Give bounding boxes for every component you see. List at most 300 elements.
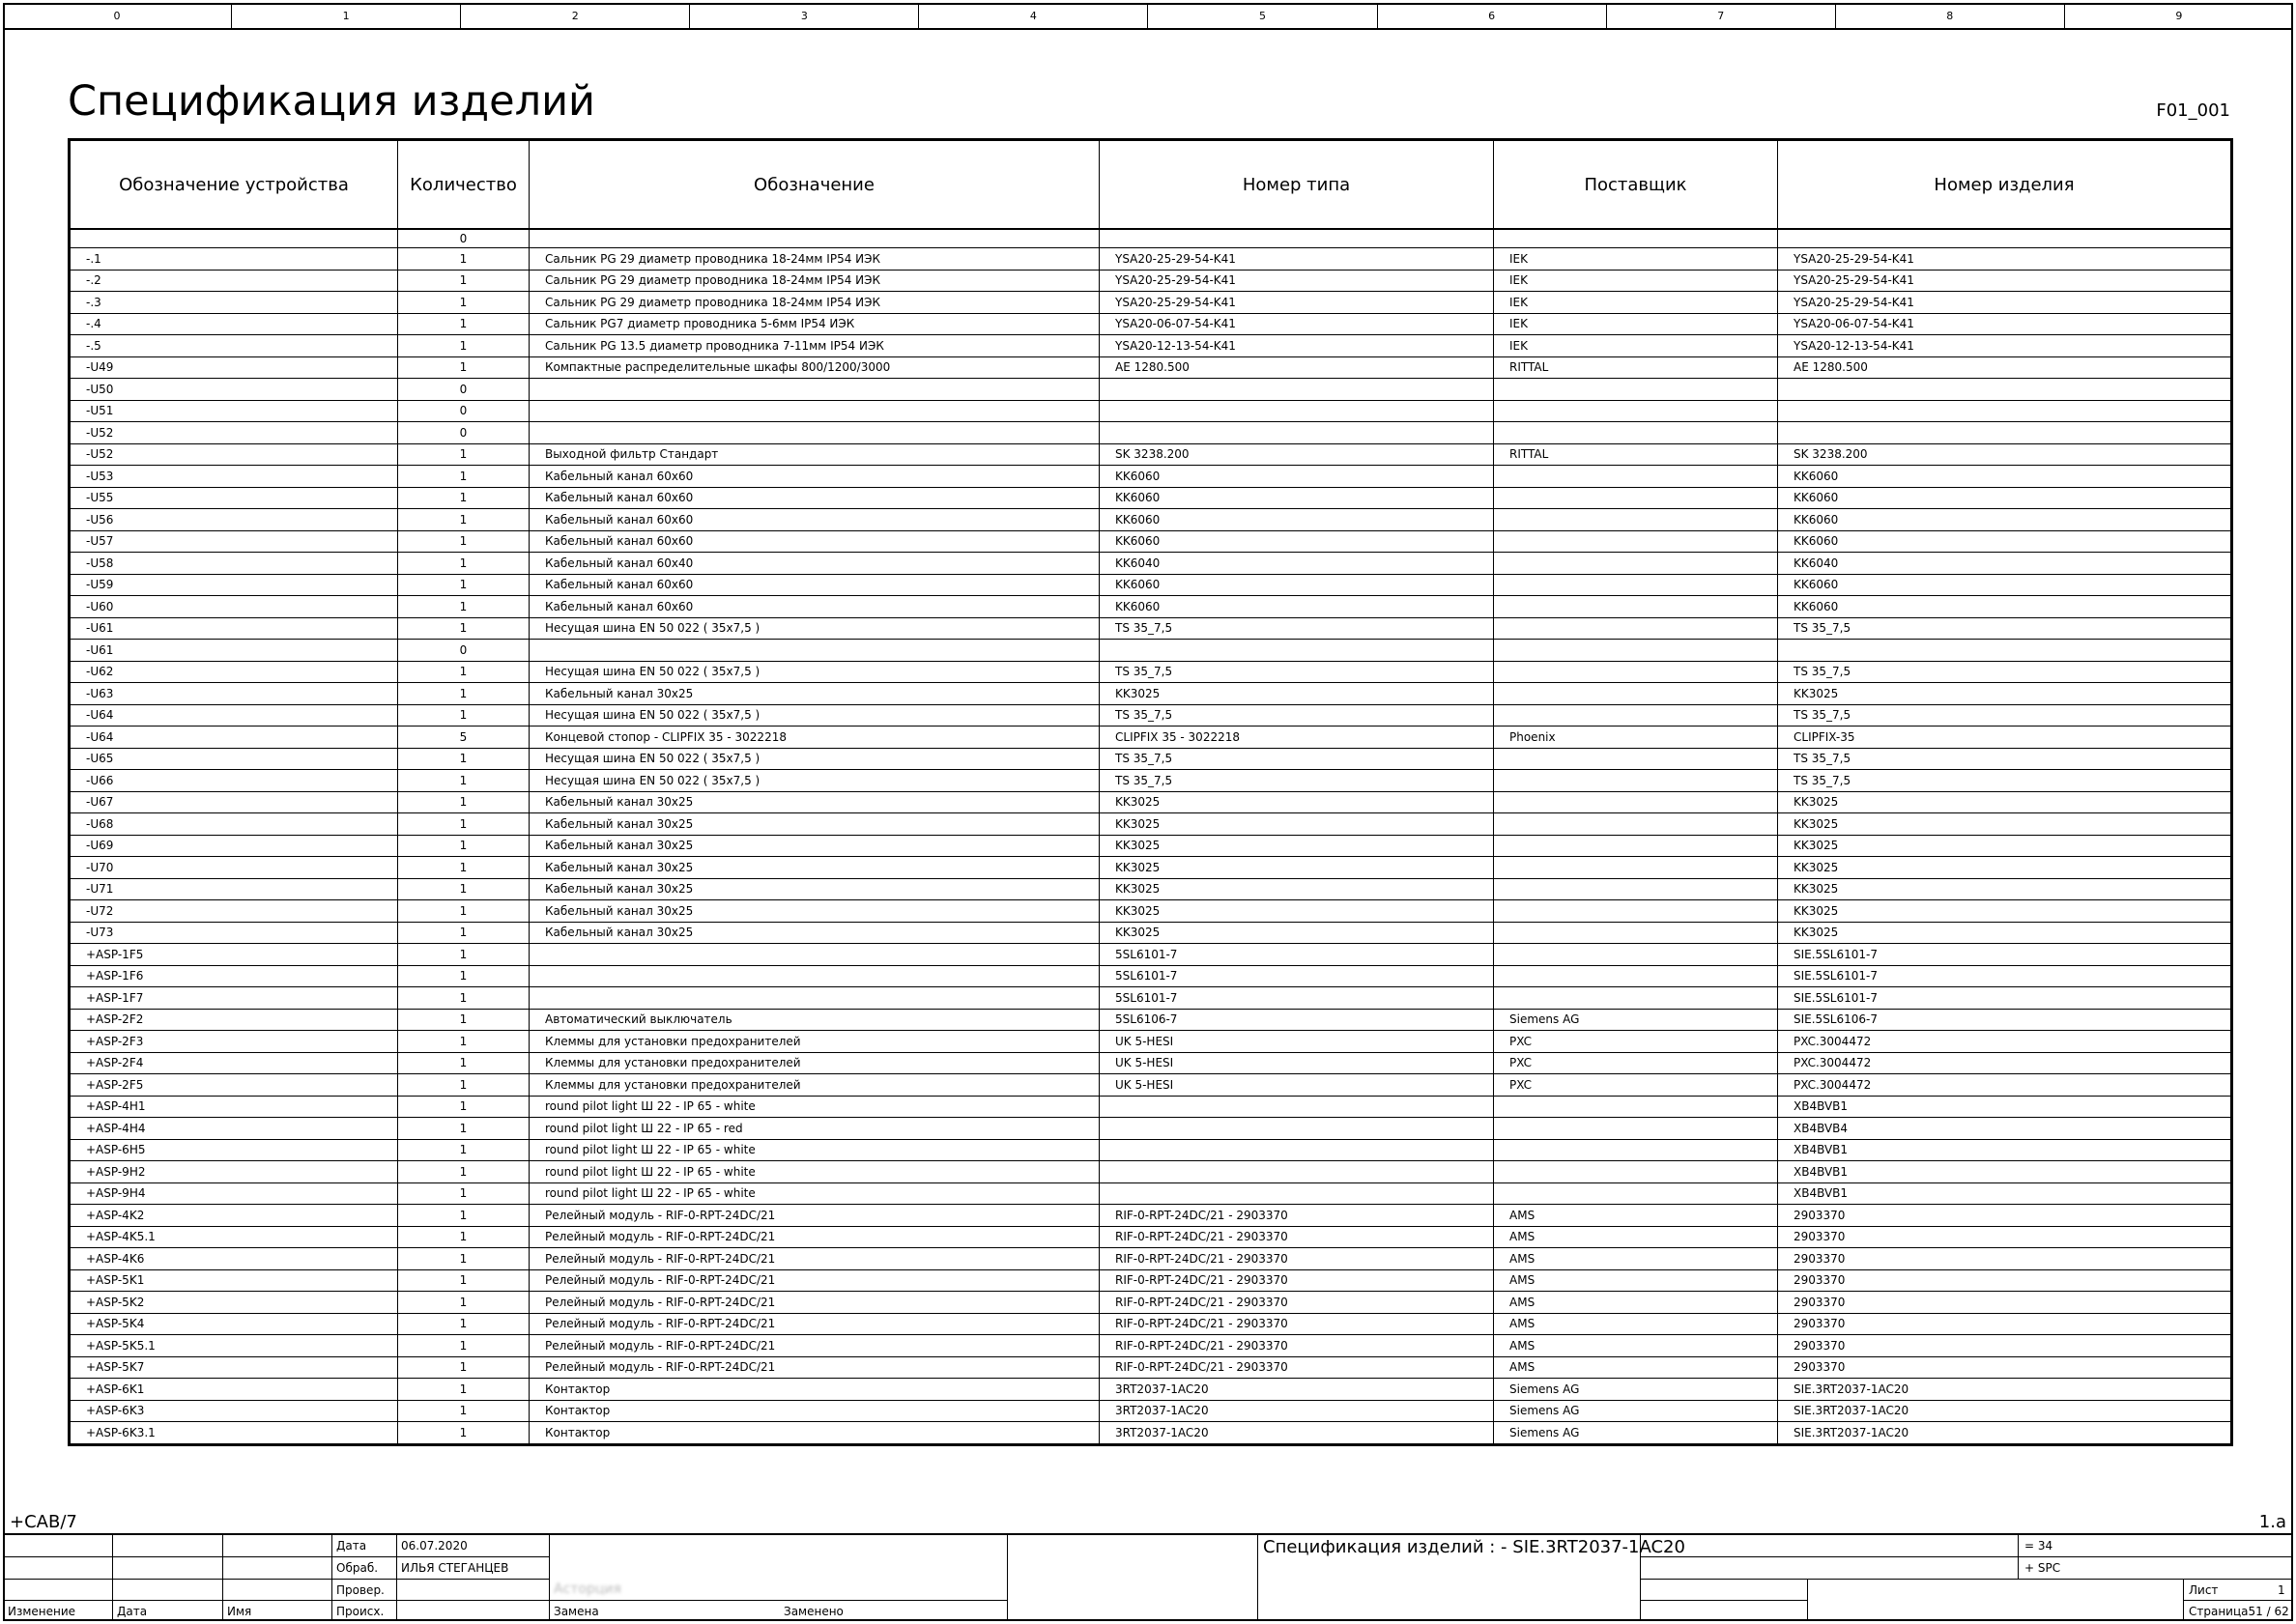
- table-row: [70, 1226, 2232, 1248]
- part-number-cell: [1778, 422, 2232, 444]
- table-row: [70, 857, 2232, 879]
- designation-cell: Контактор: [530, 1400, 1100, 1422]
- table-row: [70, 335, 2232, 357]
- ruler-cell: 3: [690, 3, 919, 28]
- document-title: Спецификация изделий : - SIE.3RT2037-1AC20: [1263, 1537, 1685, 1557]
- device-designation-cell: +ASP-5K2: [70, 1292, 398, 1314]
- supplier-cell: [1494, 1182, 1778, 1205]
- device-designation-cell: -U58: [70, 553, 398, 575]
- ruler-cell: 5: [1148, 3, 1377, 28]
- type-number-cell: 3RT2037-1AC20: [1100, 1400, 1494, 1422]
- designation-cell: Несущая шина EN 50 022 ( 35x7,5 ): [530, 770, 1100, 792]
- designation-cell: Сальник PG 29 диаметр проводника 18-24мм IP54 ИЭК: [530, 248, 1100, 271]
- designation-cell: round pilot light Ш 22 - IP 65 - white: [530, 1182, 1100, 1205]
- part-number-cell: KK6060: [1778, 509, 2232, 531]
- table-row: [70, 509, 2232, 531]
- table-row: [70, 748, 2232, 770]
- designation-cell: Несущая шина EN 50 022 ( 35x7,5 ): [530, 617, 1100, 640]
- type-number-cell: KK3025: [1100, 878, 1494, 900]
- designation-cell: [530, 422, 1100, 444]
- supplier-cell: [1494, 1139, 1778, 1161]
- replacement-label: Замена: [554, 1605, 599, 1618]
- part-number-cell: XB4BVB4: [1778, 1118, 2232, 1140]
- type-number-cell: 3RT2037-1AC20: [1100, 1422, 1494, 1445]
- device-designation-cell: +ASP-2F2: [70, 1009, 398, 1031]
- table-row: [70, 1248, 2232, 1270]
- table-row: [70, 1422, 2232, 1445]
- supplier-cell: IEK: [1494, 313, 1778, 335]
- type-number-cell: 5SL6106-7: [1100, 1009, 1494, 1031]
- supplier-cell: [1494, 704, 1778, 727]
- type-number-cell: KK3025: [1100, 683, 1494, 705]
- type-number-cell: 3RT2037-1AC20: [1100, 1379, 1494, 1401]
- device-designation-cell: -U65: [70, 748, 398, 770]
- type-number-cell: [1100, 1096, 1494, 1118]
- supplier-cell: AMS: [1494, 1226, 1778, 1248]
- part-number-cell: 2903370: [1778, 1356, 2232, 1379]
- part-number-cell: XB4BVB1: [1778, 1139, 2232, 1161]
- supplier-cell: [1494, 617, 1778, 640]
- designation-cell: Кабельный канал 30x25: [530, 857, 1100, 879]
- quantity-cell: 1: [398, 704, 530, 727]
- supplier-cell: [1494, 574, 1778, 596]
- quantity-cell: 1: [398, 1182, 530, 1205]
- device-designation-cell: +ASP-1F5: [70, 944, 398, 966]
- type-number-cell: CLIPFIX 35 - 3022218: [1100, 727, 1494, 749]
- supplier-cell: Siemens AG: [1494, 1400, 1778, 1422]
- designation-cell: Клеммы для установки предохранителей: [530, 1031, 1100, 1053]
- designation-cell: Релейный модуль - RIF-0-RPT-24DC/21: [530, 1313, 1100, 1335]
- device-designation-cell: -U56: [70, 509, 398, 531]
- part-number-cell: [1778, 229, 2232, 248]
- designation-cell: Клеммы для установки предохранителей: [530, 1052, 1100, 1074]
- quantity-cell: 1: [398, 900, 530, 923]
- supplier-cell: AMS: [1494, 1356, 1778, 1379]
- part-number-cell: YSA20-06-07-54-K41: [1778, 313, 2232, 335]
- equals-designation: = 34: [2024, 1539, 2053, 1553]
- supplier-cell: IEK: [1494, 335, 1778, 357]
- part-number-cell: SK 3238.200: [1778, 443, 2232, 466]
- type-number-cell: [1100, 640, 1494, 662]
- name-label: Имя: [227, 1605, 252, 1618]
- supplier-cell: PXC: [1494, 1031, 1778, 1053]
- device-designation-cell: -U64: [70, 727, 398, 749]
- supplier-cell: RITTAL: [1494, 443, 1778, 466]
- type-number-cell: TS 35_7,5: [1100, 770, 1494, 792]
- quantity-cell: 1: [398, 1161, 530, 1183]
- part-number-cell: [1778, 640, 2232, 662]
- part-number-cell: KK3025: [1778, 922, 2232, 944]
- supplier-cell: IEK: [1494, 270, 1778, 292]
- device-designation-cell: -U61: [70, 640, 398, 662]
- table-row: [70, 443, 2232, 466]
- table-row: [70, 229, 2232, 248]
- quantity-cell: 1: [398, 944, 530, 966]
- sheet-label: Лист: [2189, 1583, 2219, 1597]
- table-row: [70, 1031, 2232, 1053]
- supplier-cell: [1494, 596, 1778, 618]
- column-header: Номер изделия: [1778, 140, 2232, 230]
- device-designation-cell: -U52: [70, 443, 398, 466]
- table-row: [70, 1182, 2232, 1205]
- designation-cell: Кабельный канал 30x25: [530, 922, 1100, 944]
- title-block: [3, 1533, 2293, 1621]
- part-number-cell: YSA20-25-29-54-K41: [1778, 292, 2232, 314]
- designation-cell: Кабельный канал 60x60: [530, 487, 1100, 509]
- part-number-cell: YSA20-25-29-54-K41: [1778, 270, 2232, 292]
- designation-cell: Сальник PG 13.5 диаметр проводника 7-11мм IP54 ИЭК: [530, 335, 1100, 357]
- quantity-cell: 1: [398, 487, 530, 509]
- type-number-cell: KK6060: [1100, 509, 1494, 531]
- device-designation-cell: -U64: [70, 704, 398, 727]
- quantity-cell: 1: [398, 356, 530, 379]
- quantity-cell: 0: [398, 400, 530, 422]
- supplier-cell: [1494, 379, 1778, 401]
- part-number-cell: SIE.5SL6101-7: [1778, 987, 2232, 1010]
- quantity-cell: 1: [398, 1335, 530, 1357]
- table-row: [70, 770, 2232, 792]
- quantity-cell: 1: [398, 987, 530, 1010]
- device-designation-cell: -U69: [70, 835, 398, 857]
- supplier-cell: IEK: [1494, 292, 1778, 314]
- part-number-cell: SIE.5SL6101-7: [1778, 944, 2232, 966]
- part-number-cell: KK6060: [1778, 530, 2232, 553]
- table-row: [70, 1139, 2232, 1161]
- table-row: [70, 987, 2232, 1010]
- table-row: [70, 1074, 2232, 1097]
- supplier-cell: Siemens AG: [1494, 1422, 1778, 1445]
- table-row: [70, 313, 2232, 335]
- device-designation-cell: +ASP-4K6: [70, 1248, 398, 1270]
- table-row: [70, 640, 2232, 662]
- device-designation-cell: +ASP-5K5.1: [70, 1335, 398, 1357]
- designation-cell: [530, 400, 1100, 422]
- part-number-cell: CLIPFIX-35: [1778, 727, 2232, 749]
- supplier-cell: [1494, 530, 1778, 553]
- type-number-cell: 5SL6101-7: [1100, 965, 1494, 987]
- type-number-cell: [1100, 379, 1494, 401]
- quantity-cell: 1: [398, 292, 530, 314]
- quantity-cell: 1: [398, 813, 530, 836]
- quantity-cell: 1: [398, 574, 530, 596]
- quantity-cell: 1: [398, 248, 530, 271]
- device-designation-cell: -U68: [70, 813, 398, 836]
- supplier-cell: [1494, 229, 1778, 248]
- designation-cell: [530, 640, 1100, 662]
- type-number-cell: RIF-0-RPT-24DC/21 - 2903370: [1100, 1292, 1494, 1314]
- table-row: [70, 379, 2232, 401]
- designation-cell: Релейный модуль - RIF-0-RPT-24DC/21: [530, 1226, 1100, 1248]
- quantity-cell: 1: [398, 1269, 530, 1292]
- device-designation-cell: -.2: [70, 270, 398, 292]
- quantity-cell: 1: [398, 1074, 530, 1097]
- quantity-cell: 1: [398, 270, 530, 292]
- column-header: Количество: [398, 140, 530, 230]
- type-number-cell: 5SL6101-7: [1100, 987, 1494, 1010]
- type-number-cell: AE 1280.500: [1100, 356, 1494, 379]
- supplier-cell: [1494, 466, 1778, 488]
- quantity-cell: 0: [398, 640, 530, 662]
- supplier-cell: [1494, 1096, 1778, 1118]
- type-number-cell: KK3025: [1100, 857, 1494, 879]
- table-row: [70, 617, 2232, 640]
- supplier-cell: PXC: [1494, 1052, 1778, 1074]
- part-number-cell: SIE.3RT2037-1AC20: [1778, 1422, 2232, 1445]
- table-row: [70, 791, 2232, 813]
- type-number-cell: KK3025: [1100, 813, 1494, 836]
- supplier-cell: [1494, 987, 1778, 1010]
- table-row: [70, 1292, 2232, 1314]
- supplier-cell: AMS: [1494, 1292, 1778, 1314]
- designation-cell: Несущая шина EN 50 022 ( 35x7,5 ): [530, 704, 1100, 727]
- processed-label: Обраб.: [336, 1561, 379, 1575]
- device-designation-cell: -U49: [70, 356, 398, 379]
- device-designation-cell: +ASP-2F4: [70, 1052, 398, 1074]
- part-number-cell: [1778, 400, 2232, 422]
- supplier-cell: PXC: [1494, 1074, 1778, 1097]
- supplier-cell: [1494, 640, 1778, 662]
- table-row: [70, 900, 2232, 923]
- supplier-cell: [1494, 770, 1778, 792]
- designation-cell: Сальник PG 29 диаметр проводника 18-24мм IP54 ИЭК: [530, 270, 1100, 292]
- supplier-cell: AMS: [1494, 1248, 1778, 1270]
- type-number-cell: RIF-0-RPT-24DC/21 - 2903370: [1100, 1269, 1494, 1292]
- part-number-cell: 2903370: [1778, 1269, 2232, 1292]
- ruler-cell: 8: [1836, 3, 2065, 28]
- designation-cell: Контактор: [530, 1422, 1100, 1445]
- designation-cell: Релейный модуль - RIF-0-RPT-24DC/21: [530, 1205, 1100, 1227]
- part-number-cell: XB4BVB1: [1778, 1182, 2232, 1205]
- designation-cell: [530, 987, 1100, 1010]
- table-row: [70, 704, 2232, 727]
- supplier-cell: IEK: [1494, 248, 1778, 271]
- supplier-cell: Siemens AG: [1494, 1379, 1778, 1401]
- type-number-cell: RIF-0-RPT-24DC/21 - 2903370: [1100, 1313, 1494, 1335]
- designation-cell: Компактные распределительные шкафы 800/1200/3000: [530, 356, 1100, 379]
- supplier-cell: [1494, 1161, 1778, 1183]
- supplier-cell: Siemens AG: [1494, 1009, 1778, 1031]
- quantity-cell: 1: [398, 1248, 530, 1270]
- type-number-cell: RIF-0-RPT-24DC/21 - 2903370: [1100, 1248, 1494, 1270]
- designation-cell: Несущая шина EN 50 022 ( 35x7,5 ): [530, 748, 1100, 770]
- part-number-cell: TS 35_7,5: [1778, 661, 2232, 683]
- quantity-cell: 1: [398, 466, 530, 488]
- designation-cell: Кабельный канал 30x25: [530, 878, 1100, 900]
- type-number-cell: RIF-0-RPT-24DC/21 - 2903370: [1100, 1335, 1494, 1357]
- supplier-cell: [1494, 922, 1778, 944]
- column-header: Обозначение устройства: [70, 140, 398, 230]
- type-number-cell: KK6040: [1100, 553, 1494, 575]
- quantity-cell: 1: [398, 1400, 530, 1422]
- type-number-cell: [1100, 1118, 1494, 1140]
- quantity-cell: 1: [398, 1139, 530, 1161]
- quantity-cell: 1: [398, 617, 530, 640]
- processed-value: ИЛЬЯ СТЕГАНЦЕВ: [401, 1561, 509, 1575]
- table-row: [70, 422, 2232, 444]
- quantity-cell: 1: [398, 770, 530, 792]
- date2-label: Дата: [117, 1605, 148, 1618]
- table-row: [70, 922, 2232, 944]
- type-number-cell: UK 5-HESI: [1100, 1031, 1494, 1053]
- device-designation-cell: [70, 229, 398, 248]
- type-number-cell: TS 35_7,5: [1100, 617, 1494, 640]
- quantity-cell: 1: [398, 1313, 530, 1335]
- quantity-cell: 1: [398, 1052, 530, 1074]
- quantity-cell: 1: [398, 335, 530, 357]
- designation-cell: Клеммы для установки предохранителей: [530, 1074, 1100, 1097]
- device-designation-cell: -U50: [70, 379, 398, 401]
- type-number-cell: SK 3238.200: [1100, 443, 1494, 466]
- type-number-cell: [1100, 400, 1494, 422]
- part-number-cell: KK6040: [1778, 553, 2232, 575]
- device-designation-cell: +ASP-1F7: [70, 987, 398, 1010]
- device-designation-cell: -U66: [70, 770, 398, 792]
- table-row: [70, 1356, 2232, 1379]
- ruler-cell: 6: [1378, 3, 1607, 28]
- designation-cell: Релейный модуль - RIF-0-RPT-24DC/21: [530, 1248, 1100, 1270]
- quantity-cell: 1: [398, 1292, 530, 1314]
- type-number-cell: KK6060: [1100, 596, 1494, 618]
- origin-label: Происх.: [336, 1605, 385, 1618]
- quantity-cell: 1: [398, 530, 530, 553]
- type-number-cell: KK3025: [1100, 922, 1494, 944]
- device-designation-cell: -U53: [70, 466, 398, 488]
- quantity-cell: 1: [398, 922, 530, 944]
- part-number-cell: KK6060: [1778, 487, 2232, 509]
- type-number-cell: UK 5-HESI: [1100, 1052, 1494, 1074]
- quantity-cell: 1: [398, 683, 530, 705]
- device-designation-cell: -U70: [70, 857, 398, 879]
- table-row: [70, 965, 2232, 987]
- supplier-cell: [1494, 748, 1778, 770]
- designation-cell: round pilot light Ш 22 - IP 65 - red: [530, 1118, 1100, 1140]
- supplier-cell: [1494, 509, 1778, 531]
- part-number-cell: YSA20-25-29-54-K41: [1778, 248, 2232, 271]
- table-row: [70, 596, 2232, 618]
- quantity-cell: 1: [398, 791, 530, 813]
- quantity-cell: 1: [398, 509, 530, 531]
- device-designation-cell: -.3: [70, 292, 398, 314]
- device-designation-cell: -.4: [70, 313, 398, 335]
- column-ruler: [3, 3, 2293, 30]
- quantity-cell: 1: [398, 1356, 530, 1379]
- table-row: [70, 270, 2232, 292]
- ruler-cell: 0: [3, 3, 232, 28]
- type-number-cell: YSA20-25-29-54-K41: [1100, 270, 1494, 292]
- designation-cell: Контактор: [530, 1379, 1100, 1401]
- device-designation-cell: +ASP-6K3.1: [70, 1422, 398, 1445]
- quantity-cell: 1: [398, 313, 530, 335]
- table-row: [70, 661, 2232, 683]
- device-designation-cell: +ASP-6K1: [70, 1379, 398, 1401]
- supplier-cell: AMS: [1494, 1335, 1778, 1357]
- part-number-cell: 2903370: [1778, 1226, 2232, 1248]
- part-number-cell: TS 35_7,5: [1778, 770, 2232, 792]
- replaced-label: Заменено: [784, 1605, 844, 1618]
- designation-cell: Релейный модуль - RIF-0-RPT-24DC/21: [530, 1335, 1100, 1357]
- quantity-cell: 1: [398, 1009, 530, 1031]
- part-number-cell: KK3025: [1778, 683, 2232, 705]
- quantity-cell: 1: [398, 596, 530, 618]
- type-number-cell: TS 35_7,5: [1100, 748, 1494, 770]
- table-row: [70, 292, 2232, 314]
- supplier-cell: [1494, 965, 1778, 987]
- device-designation-cell: -U52: [70, 422, 398, 444]
- designation-cell: Кабельный канал 30x25: [530, 835, 1100, 857]
- quantity-cell: 1: [398, 553, 530, 575]
- sheet-value: 1: [2278, 1583, 2285, 1597]
- quantity-cell: 1: [398, 965, 530, 987]
- quantity-cell: 1: [398, 835, 530, 857]
- table-row: [70, 356, 2232, 379]
- quantity-cell: 0: [398, 229, 530, 248]
- device-designation-cell: -U67: [70, 791, 398, 813]
- change-label: Изменение: [8, 1605, 76, 1618]
- part-number-cell: KK3025: [1778, 857, 2232, 879]
- device-designation-cell: -.1: [70, 248, 398, 271]
- column-header: Обозначение: [530, 140, 1100, 230]
- part-number-cell: KK6060: [1778, 596, 2232, 618]
- page-counter: Страница51 / 62: [2189, 1605, 2289, 1618]
- designation-cell: Кабельный канал 60x60: [530, 530, 1100, 553]
- part-number-cell: KK3025: [1778, 835, 2232, 857]
- supplier-cell: Phoenix: [1494, 727, 1778, 749]
- type-number-cell: KK6060: [1100, 530, 1494, 553]
- designation-cell: round pilot light Ш 22 - IP 65 - white: [530, 1139, 1100, 1161]
- quantity-cell: 0: [398, 422, 530, 444]
- device-designation-cell: -U61: [70, 617, 398, 640]
- quantity-cell: 1: [398, 1031, 530, 1053]
- type-number-cell: KK6060: [1100, 466, 1494, 488]
- designation-cell: Кабельный канал 30x25: [530, 683, 1100, 705]
- ruler-cell: 1: [232, 3, 461, 28]
- date-value: 06.07.2020: [401, 1539, 468, 1553]
- column-header: Поставщик: [1494, 140, 1778, 230]
- table-row: [70, 487, 2232, 509]
- designation-cell: Кабельный канал 60x60: [530, 574, 1100, 596]
- type-number-cell: RIF-0-RPT-24DC/21 - 2903370: [1100, 1226, 1494, 1248]
- part-number-cell: 2903370: [1778, 1292, 2232, 1314]
- table-row: [70, 574, 2232, 596]
- part-number-cell: 2903370: [1778, 1248, 2232, 1270]
- table-row: [70, 1313, 2232, 1335]
- part-number-cell: 2903370: [1778, 1313, 2232, 1335]
- part-number-cell: KK3025: [1778, 813, 2232, 836]
- type-number-cell: [1100, 1161, 1494, 1183]
- designation-cell: [530, 229, 1100, 248]
- designation-cell: Кабельный канал 30x25: [530, 900, 1100, 923]
- device-designation-cell: +ASP-4H1: [70, 1096, 398, 1118]
- part-number-cell: XB4BVB1: [1778, 1161, 2232, 1183]
- type-number-cell: KK6060: [1100, 487, 1494, 509]
- part-number-cell: KK3025: [1778, 900, 2232, 923]
- supplier-cell: [1494, 835, 1778, 857]
- ruler-cell: 7: [1607, 3, 1836, 28]
- device-designation-cell: +ASP-9H4: [70, 1182, 398, 1205]
- type-number-cell: KK6060: [1100, 574, 1494, 596]
- table-row: [70, 248, 2232, 271]
- supplier-cell: [1494, 683, 1778, 705]
- part-number-cell: TS 35_7,5: [1778, 748, 2232, 770]
- device-designation-cell: +ASP-6K3: [70, 1400, 398, 1422]
- part-number-cell: XB4BVB1: [1778, 1096, 2232, 1118]
- quantity-cell: 1: [398, 1118, 530, 1140]
- part-number-cell: SIE.3RT2037-1AC20: [1778, 1379, 2232, 1401]
- device-designation-cell: +ASP-2F3: [70, 1031, 398, 1053]
- supplier-cell: [1494, 553, 1778, 575]
- supplier-cell: [1494, 487, 1778, 509]
- device-designation-cell: +ASP-5K7: [70, 1356, 398, 1379]
